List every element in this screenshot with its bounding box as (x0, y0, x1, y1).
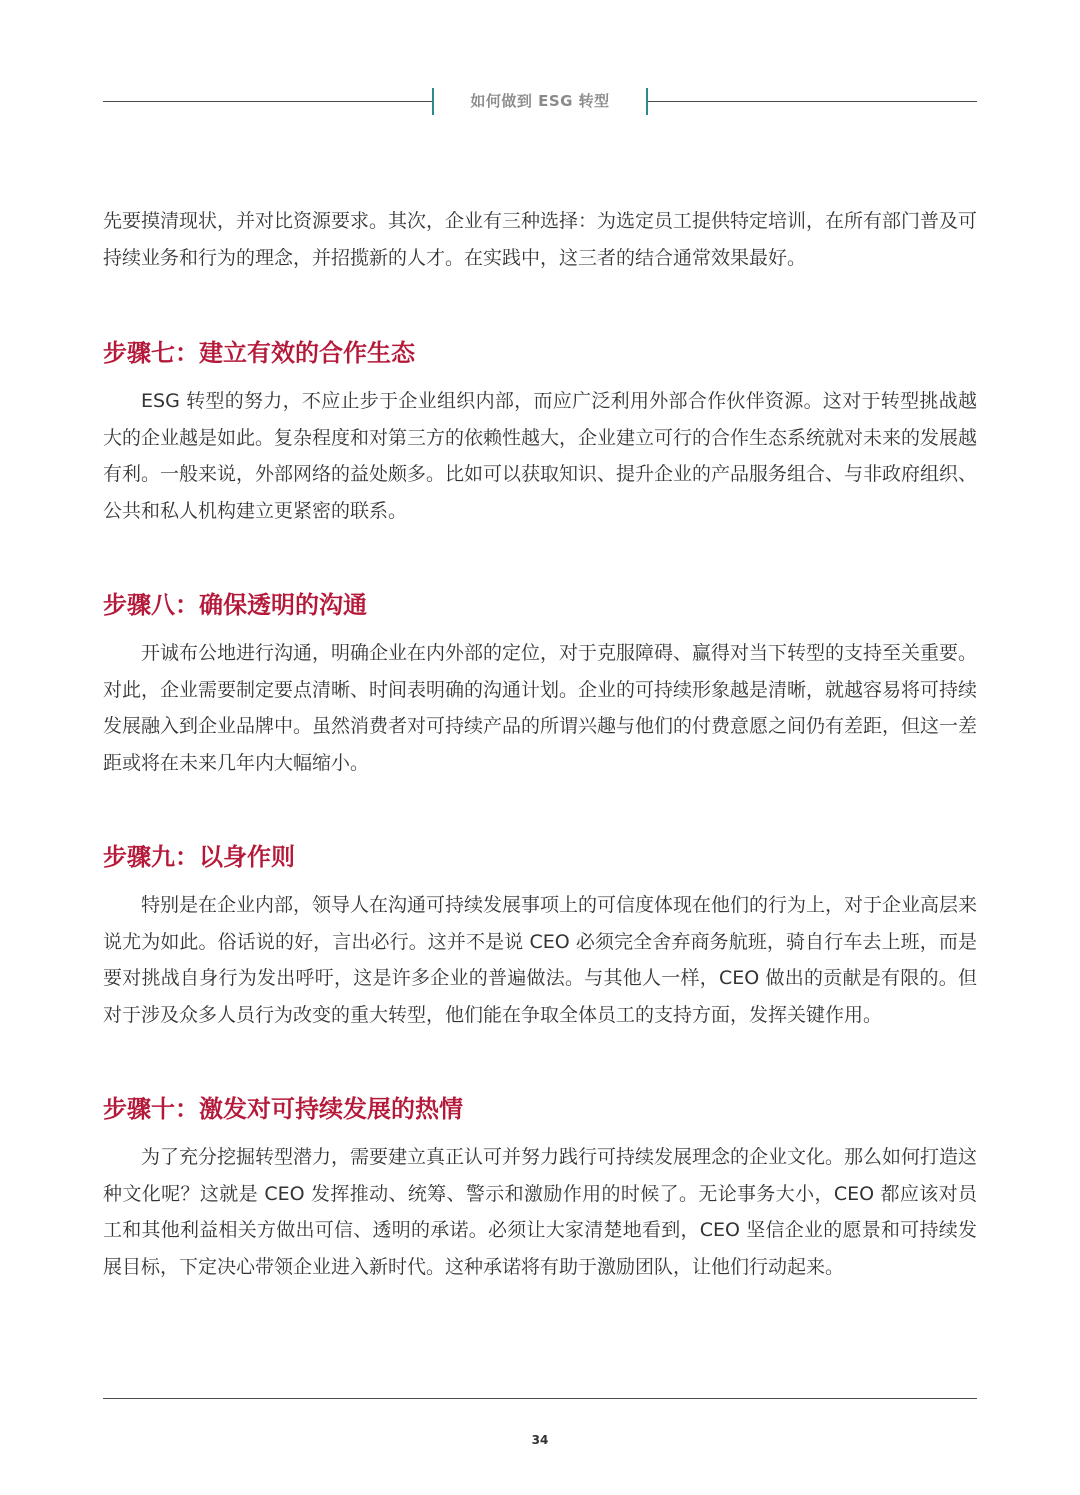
section-heading-step-10: 步骤十：激发对可持续发展的热情 (103, 1095, 463, 1123)
header-rule-right (648, 101, 977, 102)
section-heading-step-7: 步骤七：建立有效的合作生态 (103, 339, 415, 367)
intro-paragraph: 先要摸清现状，并对比资源要求。其次，企业有三种选择：为选定员工提供特定培训，在所有部门普及可持续业务和行为的理念，并招揽新的人才。在实践中，这三者的结合通常效果最好。 (103, 210, 978, 269)
header-title: 如何做到 ESG 转型 (470, 92, 610, 110)
page-number: 34 (531, 1433, 549, 1447)
header-rule-left (103, 101, 433, 102)
header-tick-left (432, 88, 434, 115)
section-body-step-7: ESG 转型的努力，不应止步于企业组织内部，而应广泛利用外部合作伙伴资源。这对于转型挑战越大的企业越是如此。复杂程度和对第三方的依赖性越大，企业建立可行的合作生态系统就对未来的发展越有利。一般来说，外部网络的益处颇多。比如可以获取知识、提升企业的产品服务组合、与非政府组织、公共和私人机构建立更紧密的联系。 (103, 390, 978, 522)
section-body-step-9: 特别是在企业内部，领导人在沟通可持续发展事项上的可信度体现在他们的行为上，对于企业高层来说尤为如此。俗话说的好，言出必行。这并不是说 CEO 必须完全舍弃商务航班，骑自行车去上班，而是要对挑战自身行为发出呼吁，这是许多企业的普遍做法。与其他人一样，CEO 做出的贡献是有限的。但对于涉及众多人员行为改变的重大转型，他们能在争取全体员工的支持方面，发挥关键作用。 (103, 894, 978, 1026)
page-body (103, 203, 977, 1285)
section-body-step-8: 开诚布公地进行沟通，明确企业在内外部的定位，对于克服障碍、赢得对当下转型的支持至关重要。对此，企业需要制定要点清晰、时间表明确的沟通计划。企业的可持续形象越是清晰，就越容易将可持续发展融入到企业品牌中。虽然消费者对可持续产品的所谓兴趣与他们的付费意愿之间仍有差距，但这一差距或将在未来几年内大幅缩小。 (103, 642, 978, 774)
section-heading-step-9: 步骤九：以身作则 (103, 843, 295, 871)
section-heading-step-8: 步骤八：确保透明的沟通 (103, 591, 367, 619)
footer-rule (103, 1398, 977, 1399)
section-body-step-10: 为了充分挖掘转型潜力，需要建立真正认可并努力践行可持续发展理念的企业文化。那么如何打造这种文化呢？这就是 CEO 发挥推动、统筹、警示和激励作用的时候了。无论事务大小，CEO 都应该对员工和其他利益相关方做出可信、透明的承诺。必须让大家清楚地看到，CEO 坚信企业的愿景和可持续发展目标，下定决心带领企业进入新时代。这种承诺将有助于激励团队，让他们行动起来。 (103, 1146, 978, 1278)
